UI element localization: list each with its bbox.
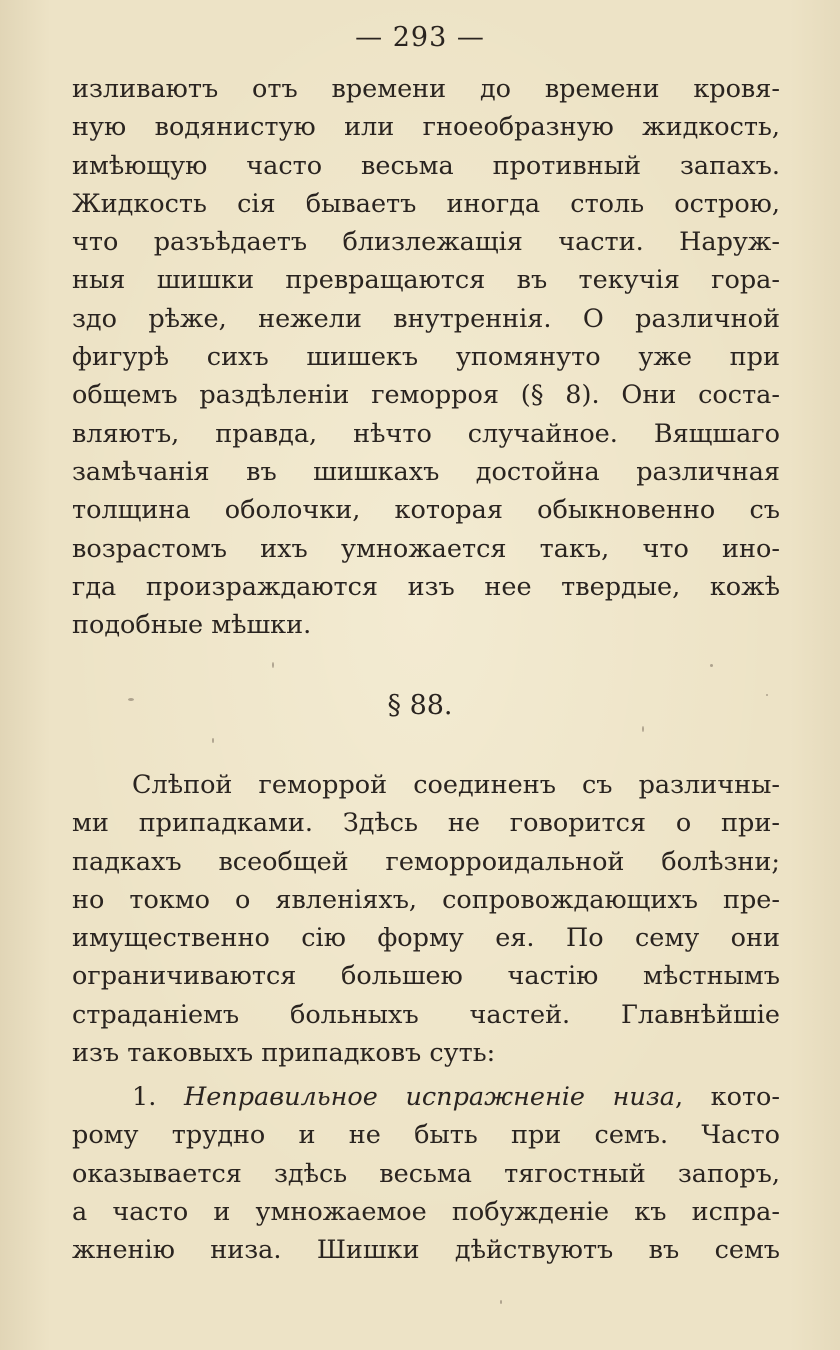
- text-line: толщина оболочки, которая обыкновенно съ: [72, 495, 780, 526]
- item-first-line: [72, 1078, 780, 1116]
- text-line: падкахъ всеобщей геморроидальной болѣзни;: [72, 846, 780, 877]
- text-line: что разъѣдаетъ близлежащія части. Наруж-: [72, 227, 780, 258]
- text-line: жненію низа. Шишки дѣйствуютъ въ семъ: [72, 1235, 780, 1266]
- paper-speck: [500, 1300, 502, 1304]
- paper-speck: [212, 738, 214, 743]
- item-first-line-rest: , кото-: [674, 1082, 780, 1112]
- item-number: 1.: [132, 1082, 157, 1112]
- list-item-1: [72, 1078, 780, 1269]
- paper-speck: [766, 694, 768, 696]
- paper-speck: [642, 726, 644, 732]
- text-line: изливаютъ отъ времени до времени кровя-: [72, 74, 780, 104]
- text-line: оказывается здѣсь весьма тягостный запоръ,: [72, 1158, 780, 1189]
- text-line: ныя шишки превращаются въ текучія гора-: [72, 265, 780, 296]
- text-line: возрастомъ ихъ умножается такъ, что ино-: [72, 533, 780, 564]
- text-line: изъ таковыхъ припадковъ суть:: [72, 1038, 496, 1069]
- text-line: замѣчанія въ шишкахъ достойна различная: [72, 456, 780, 487]
- paper-speck: [128, 698, 134, 701]
- text-line: но токмо о явленіяхъ, сопровождающихъ пре-: [72, 884, 780, 915]
- text-line: фигурѣ сихъ шишекъ упомянуто уже при: [72, 342, 780, 373]
- item-italic-term: Неправильное испражненіе низа: [183, 1082, 675, 1112]
- paper-speck: [272, 662, 274, 668]
- text-line: вляютъ, правда, нѣчто случайное. Вящшаго: [72, 418, 780, 449]
- text-line: имущественно сію форму ея. По сему они: [72, 923, 780, 954]
- paragraph-1: [72, 70, 780, 644]
- text-line: рому трудно и не быть при семъ. Часто: [72, 1120, 780, 1151]
- text-line: ограничиваются большею частію мѣстнымъ: [72, 961, 780, 992]
- text-line: гда произраждаются изъ нее твердые, кожѣ: [72, 571, 780, 602]
- text-line: а часто и умножаемое побужденіе къ испра-: [72, 1196, 780, 1227]
- paragraph-2: [72, 766, 780, 1072]
- text-line: общемъ раздѣленіи геморроя (§ 8). Они соста-: [72, 380, 780, 411]
- text-line: подобные мѣшки.: [72, 610, 312, 641]
- text-line: ми припадками. Здѣсь не говорится о при-: [72, 808, 780, 839]
- text-line: страданіемъ больныхъ частей. Главнѣйшіе: [72, 999, 780, 1030]
- text-line: Жидкость сія бываетъ иногда столь острою,: [72, 188, 780, 219]
- text-line: Слѣпой геморрой соединенъ съ различны-: [132, 770, 780, 800]
- page-number: — 293 —: [355, 22, 485, 53]
- section-heading: § 88.: [387, 690, 453, 721]
- text-line: здо рѣже, нежели внутреннія. О различной: [72, 303, 780, 334]
- text-line: ную водянистую или гноеобразную жидкость,: [72, 112, 780, 143]
- paper-speck: [710, 664, 713, 667]
- text-line: имѣющую часто весьма противный запахъ.: [72, 150, 780, 181]
